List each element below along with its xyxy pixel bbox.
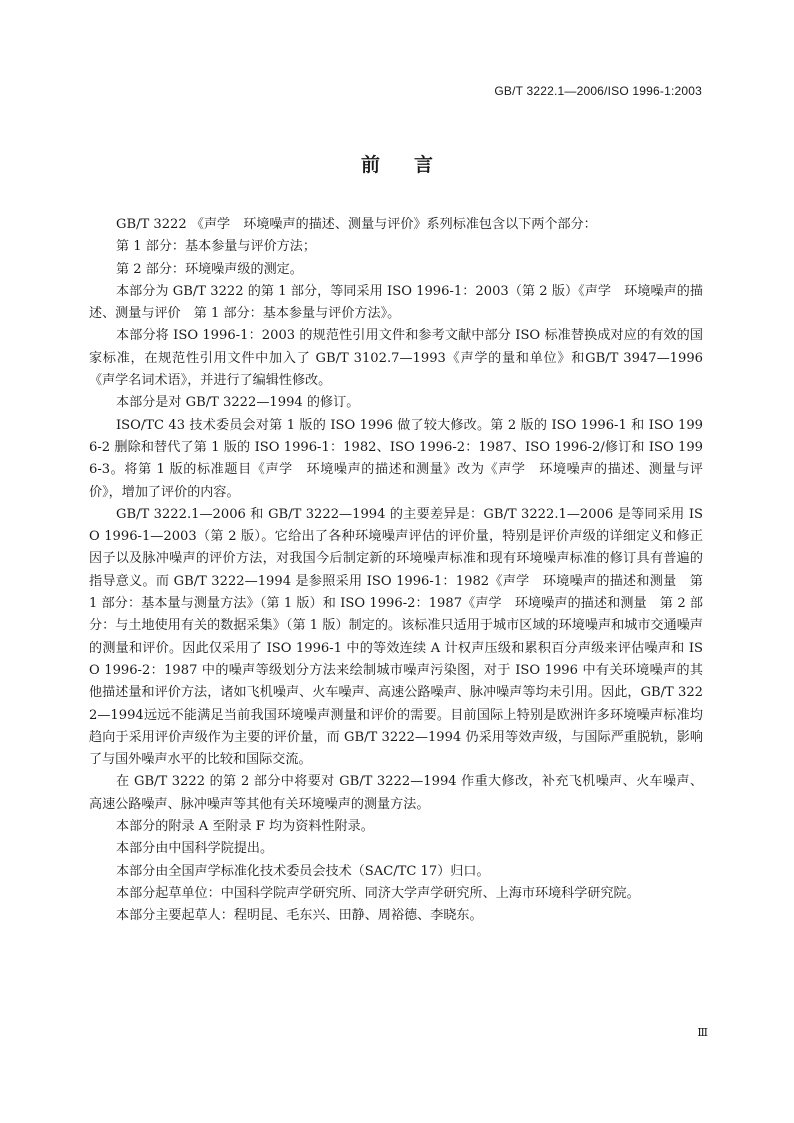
paragraph: 本部分由全国声学标准化技术委员会技术（SAC/TC 17）归口。 <box>116 863 490 879</box>
paragraph: ISO/TC 43 技术委员会对第 1 版的 ISO 1996 做了较大修改。第 2 版的 ISO 1996-1 和 ISO 1996-2 删除和替代了第 1 版的 ISO 1996-1：1982、ISO 1996-2：1987、ISO 1996-2/修订和 ISO 1996-3。将第 1 版的标准题目《声学 环境噪声的描述和测量》改为《声学 环境噪声的描述、测量与评价》，增加了评价的内容。 <box>89 417 703 500</box>
paragraph: 本部分将 ISO 1996-1：2003 的规范性引用文件和参考文献中部分 ISO 标准替换成对应的有效的国家标准，在规范性引用文件中加入了 GB/T 3102.7—1993《声学的量和单位》和GB/T 3947—1996《声学名词术语》，并进行了编辑性修改。 <box>89 328 703 389</box>
foreword-body <box>89 214 703 928</box>
paragraph: 本部分的附录 A 至附录 F 均为资料性附录。 <box>116 819 374 835</box>
paragraph: 本部分为 GB/T 3222 的第 1 部分，等同采用 ISO 1996-1：2003（第 2 版）《声学 环境噪声的描述、测量与评价 第 1 部分：基本参量与评价方法》。 <box>89 283 703 322</box>
paragraph: 在 GB/T 3222 的第 2 部分中将要对 GB/T 3222—1994 作重大修改，补充飞机噪声、火车噪声、高速公路噪声、脉冲噪声等其他有关环境噪声的测量方法。 <box>89 774 703 812</box>
paragraph: GB/T 3222.1—2006 和 GB/T 3222—1994 的主要差异是：GB/T 3222.1—2006 是等同采用 ISO 1996-1—2003（第 2 版）。它给出了各种环境噪声评估的评价量，特别是评价声级的详细定义和修正因子以及脉冲噪声的评价方法，对我国今后制定新的环境噪声标准和现有环境噪声标准的修订具有普遍的指导意义。而 GB/T 3222—1994 是参照采用 ISO 1996-1：1982《声学 环境噪声的描述和测量 第 1 部分：基本量与测量方法》（第 1 版）和 ISO 1996-2：1987《声学 环境噪声的描述和测量 第 2 部分：与土地使用有关的数据采集》（第 1 版）制定的。该标准只适用于城市区域的环境噪声和城市交通噪声的测量和评价。因此仅采用了 ISO 1996-1 中的等效连续 A 计权声压级和累积百分声级来评估噪声和 ISO 1996-2：1987 中的噪声等级划分方法来绘制城市噪声污染图，对于 ISO 1996 中有关环境噪声的其他描述量和评价方法，诸如飞机噪声、火车噪声、高速公路噪声、脉冲噪声等均未引用。因此，GB/T 3222—1994远远不能满足当前我国环境噪声测量和评价的需要。目前国际上特别是欧洲许多环境噪声标准均趋向于采用评价声级作为主要的评价量，而 GB/T 3222—1994 仍采用等效声级，与国际严重脱轨，影响了与国外噪声水平的比较和国际交流。 <box>89 506 703 768</box>
paragraph: 本部分是对 GB/T 3222—1994 的修订。 <box>116 395 360 411</box>
paragraph: 第 1 部分：基本参量与评价方法； <box>116 239 316 255</box>
paragraph: 本部分由中国科学院提出。 <box>116 841 274 857</box>
standard-code-header: GB/T 3222.1—2006/ISO 1996-1:2003 <box>494 84 702 98</box>
page-title: 前言 <box>360 154 467 176</box>
paragraph: 本部分主要起草人：程明昆、毛东兴、田静、周裕德、李晓东。 <box>116 908 483 924</box>
paragraph: 本部分起草单位：中国科学院声学研究所、同济大学声学研究所、上海市环境科学研究院。 <box>116 885 640 901</box>
page-number: Ⅲ <box>697 1026 708 1039</box>
paragraph: GB/T 3222 《声学 环境噪声的描述、测量与评价》系列标准包含以下两个部分： <box>116 217 597 232</box>
paragraph: 第 2 部分：环境噪声级的测定。 <box>116 261 303 277</box>
